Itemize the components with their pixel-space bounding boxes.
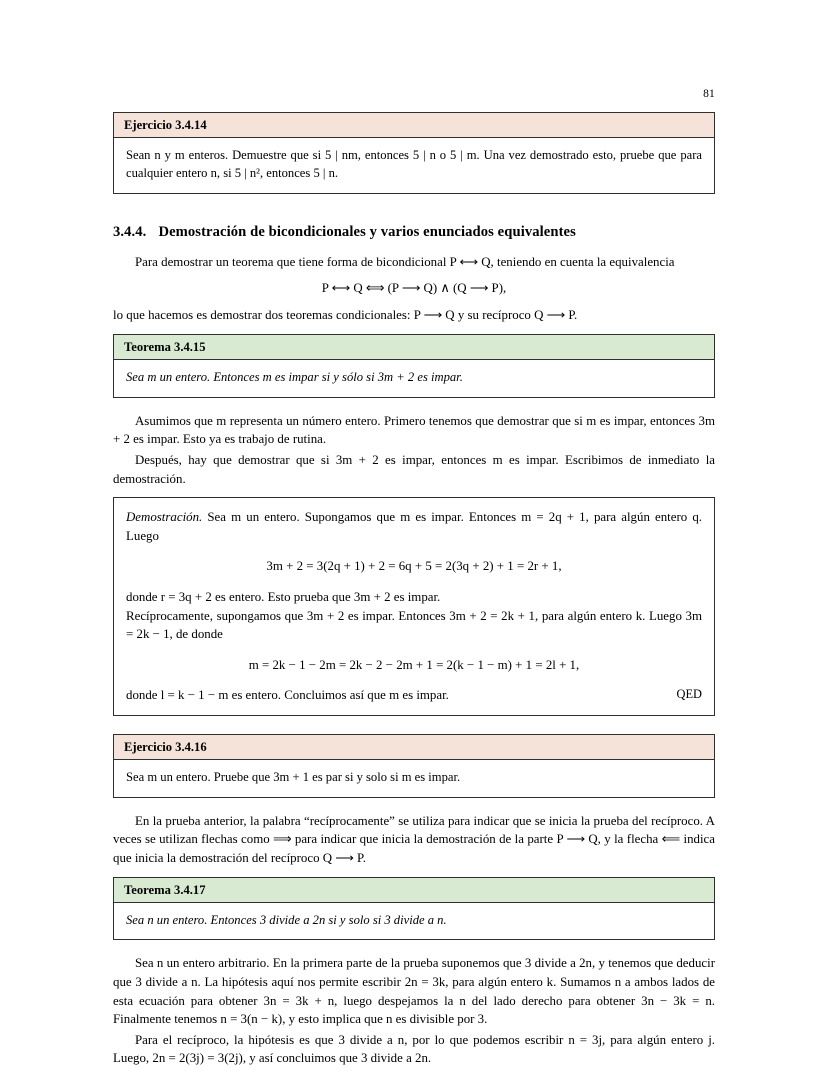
proof-display-1: 3m + 2 = 3(2q + 1) + 2 = 6q + 5 = 2(3q + 2) + 1 = 2r + 1, [266, 559, 562, 574]
proof-paragraph-2: donde r = 3q + 2 es entero. Esto prueba que 3m + 2 es impar. [126, 589, 441, 604]
theorem-box-3-4-15 [113, 334, 715, 398]
theorem-title-3-4-17: Teorema 3.4.17 [114, 878, 714, 903]
proof-display-2: m = 2k − 1 − 2m = 2k − 2 − 2m + 1 = 2(k − 1 − m) + 1 = 2l + 1, [248, 657, 580, 672]
section-title: Demostración de bicondicionales y varios enunciados equivalentes [158, 223, 576, 240]
section-number: 3.4.4. [113, 223, 147, 240]
theorem-box-3-4-17 [113, 877, 715, 941]
exercise-title-3-4-14: Ejercicio 3.4.14 [114, 113, 714, 138]
paragraph-after-theorem-1: Asumimos que m representa un número entero. Primero tenemos que demostrar que si m es impar, entonces 3m + 2 es impar. Esto ya es trabajo de rutina. [113, 413, 715, 447]
exercise-body-3-4-14: Sean n y m enteros. Demuestre que si 5 | nm, entonces 5 | n o 5 | m. Una vez demostrado esto, pruebe que para cualquier entero n, si 5 | n², entonces 5 | n. [126, 148, 702, 180]
exercise-box-3-4-14 [113, 112, 715, 194]
proof-closing-text: donde l = k − 1 − m es entero. Concluimos así que m es impar. [126, 688, 449, 703]
qed-marker: QED [676, 687, 702, 702]
proof-paragraph-4 [126, 686, 702, 705]
theorem-title-3-4-15: Teorema 3.4.15 [114, 335, 714, 360]
exercise-box-3-4-16 [113, 734, 715, 798]
proof-first-paragraph [126, 508, 702, 545]
section-intro-paragraph: Para demostrar un teorema que tiene forma de bicondicional P ⟷ Q, teniendo en cuenta la equivalencia [135, 254, 675, 269]
proof-label: Demostración. [126, 510, 203, 525]
paragraph-after-exercise-3-4-16: En la prueba anterior, la palabra “recíprocamente” se utiliza para indicar que se inicia la prueba del recíproco. A veces se utilizan flechas como ⟹ para indicar que inicia la demostración de la parte P ⟶ Q, y la flecha ⟸ indica que inicia la demostración del recíproco Q ⟶ P. [113, 813, 715, 865]
page-number: 81 [703, 88, 715, 100]
paragraph-after-theorem-2: Después, hay que demostrar que si 3m + 2 es impar, entonces m es impar. Escribimos de inmediato la demostración. [113, 452, 715, 486]
proof-box-3-4-15 [113, 497, 715, 716]
paragraph-after-theorem-3-4-17-2: Para el recíproco, la hipótesis es que 3 divide a n, por lo que podemos escribir n = 3j, para algún entero j. Luego, 2n = 2(3j) = 3(2j), y así concluimos que 3 divide a 2n. [113, 1032, 715, 1066]
theorem-body-3-4-17: Sea n un entero. Entonces 3 divide a 2n si y solo si 3 divide a n. [126, 912, 447, 927]
proof-paragraph-1: Sea m un entero. Supongamos que m es impar. Entonces m = 2q + 1, para algún entero q. Luego [126, 510, 702, 543]
display-equivalence: P ⟷ Q ⟺ (P ⟶ Q) ∧ (Q ⟶ P), [321, 281, 507, 296]
section-heading [113, 224, 715, 241]
exercise-title-3-4-16: Ejercicio 3.4.16 [114, 735, 714, 760]
page-content [113, 112, 715, 1068]
exercise-body-3-4-16: Sea m un entero. Pruebe que 3m + 1 es par si y solo si m es impar. [126, 769, 461, 784]
proof-paragraph-3: Recíprocamente, supongamos que 3m + 2 es impar. Entonces 3m + 2 = 2k + 1, para algún entero k. Luego 3m = 2k − 1, de donde [126, 608, 702, 642]
section-after-display-paragraph: lo que hacemos es demostrar dos teoremas condicionales: P ⟶ Q y su recíproco Q ⟶ P. [113, 308, 578, 323]
theorem-body-3-4-15: Sea m un entero. Entonces m es impar si y sólo si 3m + 2 es impar. [126, 369, 463, 384]
paragraph-after-theorem-3-4-17-1: Sea n un entero arbitrario. En la primera parte de la prueba suponemos que 3 divide a 2n, y tenemos que deducir que 3 divide a n. La hipótesis aquí nos permite escribir 2n = 3k, para algún entero k. Sumamos n a ambos lados de esta ecuación para obtener 3n = 3k + n, luego despejamos la n del lado derecho para obtener 3n − 3k = n. Finalmente tenemos n = 3(n − k), y esto implica que n es divisible por 3. [113, 956, 715, 1027]
